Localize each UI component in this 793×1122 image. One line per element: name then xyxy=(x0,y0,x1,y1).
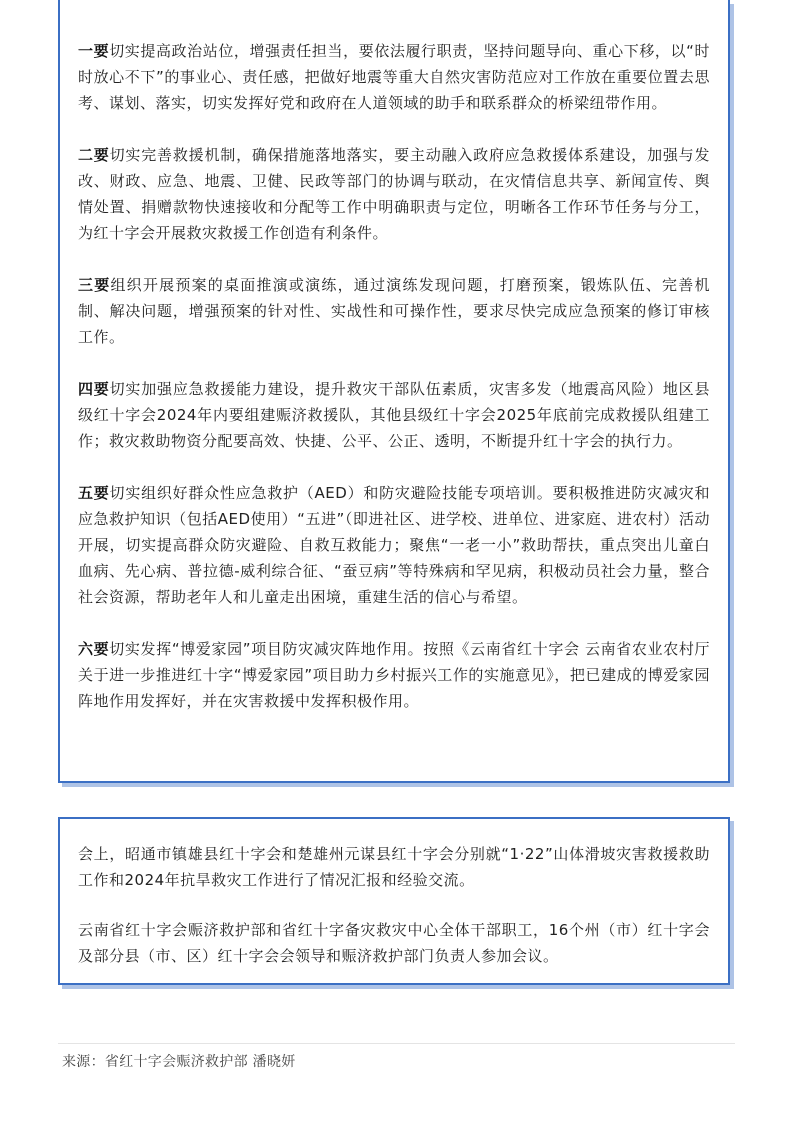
measure-text-5: 切实组织好群众性应急救护（AED）和防灾避险技能专项培训。要积极推进防灾减灾和应急救护知识（包括AED使用）“五进”（即进社区、进学校、进单位、进家庭、进农村）活动开展，切实提高群众防灾避险、自救互救能力；聚焦“一老一小”救助帮扶，重点突出儿童白血病、先心病、普拉德-威利综合征、“蚕豆病”等特殊病和罕见病，积极动员社会力量，整合社会资源，帮助老年人和儿童走出困境，重建生活的信心与希望。 xyxy=(78,484,710,606)
measure-paragraph-2 xyxy=(78,142,710,246)
measure-paragraph-4 xyxy=(78,376,710,454)
footer-divider xyxy=(58,1043,735,1044)
measure-paragraph-1 xyxy=(78,38,710,116)
measure-paragraph-6 xyxy=(78,636,710,714)
measure-lead-6: 六要 xyxy=(78,640,110,658)
measure-lead-4: 四要 xyxy=(78,380,110,398)
meeting-summary-card xyxy=(58,817,730,985)
measure-lead-3: 三要 xyxy=(78,276,111,294)
measure-lead-2: 二要 xyxy=(78,146,110,164)
measure-text-3: 组织开展预案的桌面推演或演练，通过演练发现问题，打磨预案，锻炼队伍、完善机制、解决问题，增强预案的针对性、实战性和可操作性，要求尽快完成应急预案的修订审核工作。 xyxy=(78,276,710,346)
source-credit: 来源：省红十字会赈济救护部 潘晓妍 xyxy=(62,1054,296,1070)
summary-paragraph-2: 云南省红十字会赈济救护部和省红十字备灾救灾中心全体干部职工，16个州（市）红十字会及部分县（市、区）红十字会会领导和赈济救护部门负责人参加会议。 xyxy=(78,921,710,965)
measure-text-4: 切实加强应急救援能力建设，提升救灾干部队伍素质，灾害多发（地震高风险）地区县级红十字会2024年内要组建赈济救援队，其他县级红十字会2025年底前完成救援队组建工作；救灾救助物资分配要高效、快捷、公平、公正、透明，不断提升红十字会的执行力。 xyxy=(78,380,710,450)
measure-paragraph-5 xyxy=(78,480,710,610)
measure-paragraph-3 xyxy=(78,272,710,350)
measure-text-1: 切实提高政治站位，增强责任担当，要依法履行职责，坚持问题导向、重心下移，以“时时放心不下”的事业心、责任感，把做好地震等重大自然灾害防范应对工作放在重要位置去思考、谋划、落实，切实发挥好党和政府在人道领域的助手和联系群众的桥梁纽带作用。 xyxy=(78,42,710,112)
summary-paragraph-1: 会上，昭通市镇雄县红十字会和楚雄州元谋县红十字会分别就“1·22”山体滑坡灾害救援救助工作和2024年抗旱救灾工作进行了情况汇报和经验交流。 xyxy=(78,845,710,889)
measure-text-6: 切实发挥“博爱家园”项目防灾减灾阵地作用。按照《云南省红十字会 云南省农业农村厅关于进一步推进红十字“博爱家园”项目助力乡村振兴工作的实施意见》，把已建成的博爱家园阵地作用发挥好，并在灾害救援中发挥积极作用。 xyxy=(78,640,710,710)
measures-card xyxy=(58,0,730,783)
measure-lead-5: 五要 xyxy=(78,484,110,502)
measure-text-2: 切实完善救援机制，确保措施落地落实，要主动融入政府应急救援体系建设，加强与发改、财政、应急、地震、卫健、民政等部门的协调与联动，在灾情信息共享、新闻宣传、舆情处置、捐赠款物快速接收和分配等工作中明确职责与定位，明晰各工作环节任务与分工，为红十字会开展救灾救援工作创造有利条件。 xyxy=(78,146,710,242)
measure-lead-1: 一要 xyxy=(78,42,110,60)
